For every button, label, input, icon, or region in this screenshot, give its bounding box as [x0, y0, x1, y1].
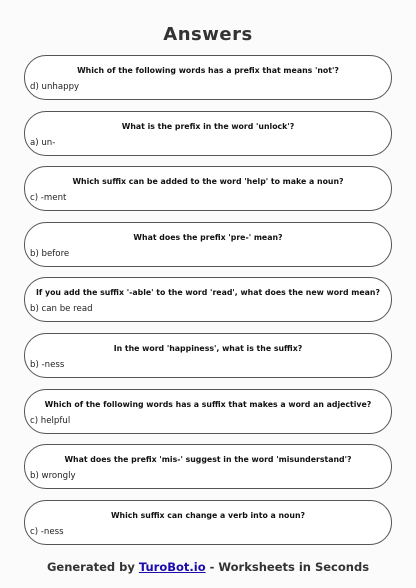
question-text: What is the prefix in the word 'unlock'?	[121, 121, 295, 131]
answer-list	[24, 55, 392, 555]
answer-card-6	[24, 333, 392, 378]
footer-suffix: - Worksheets in Seconds	[205, 560, 370, 574]
question-text: Which suffix can change a verb into a noun?	[110, 510, 306, 520]
answer-text: b) wrongly	[30, 471, 76, 482]
question-text: Which of the following words has a suffix that makes a word an adjective?	[44, 399, 372, 409]
answer-card-3	[24, 166, 392, 211]
answer-card-1	[24, 55, 392, 100]
question-text: Which of the following words has a prefix that means 'not'?	[77, 66, 339, 75]
answer-text: c) -ment	[30, 193, 67, 204]
answer-card-7	[24, 389, 392, 434]
answer-card-8	[24, 444, 392, 489]
answer-card-2	[24, 111, 392, 156]
answer-card-4	[24, 222, 392, 267]
footer-prefix: Generated by	[46, 560, 139, 574]
answer-text: c) helpful	[30, 415, 71, 426]
question-text: Which suffix can be added to the word 'help' to make a noun?	[72, 177, 344, 187]
answer-text: d) unhappy	[30, 82, 80, 92]
answer-card-5	[24, 277, 392, 322]
question-text: If you add the suffix '-able' to the word 'read', what does the new word mean?	[35, 288, 380, 298]
answer-text: b) can be read	[30, 304, 93, 315]
answer-text: b) -ness	[30, 359, 65, 370]
answer-text: b) before	[30, 248, 70, 259]
page-title: Answers	[163, 24, 253, 45]
answer-card-9	[24, 500, 392, 545]
question-text: What does the prefix 'pre-' mean?	[133, 232, 283, 242]
turobot-link[interactable]: TuroBot.io	[138, 560, 206, 574]
answer-text: a) un-	[30, 137, 56, 148]
question-text: What does the prefix 'mis-' suggest in the word 'misunderstand'?	[64, 455, 352, 465]
answer-text: c) -ness	[30, 526, 64, 537]
question-text: In the word 'happiness', what is the suffix?	[113, 343, 303, 353]
footer	[0, 560, 416, 574]
